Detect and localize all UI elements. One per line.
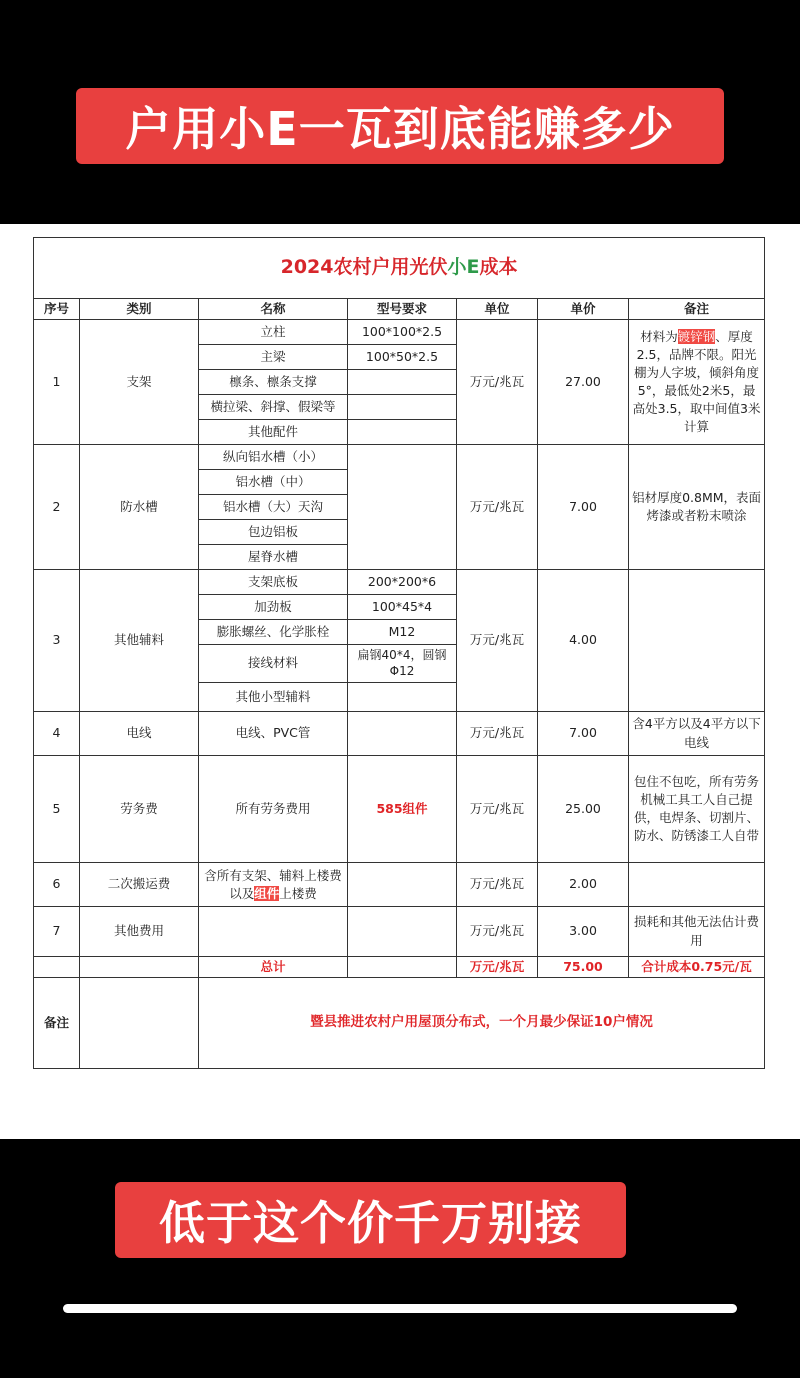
item-spec: 200*200*6	[348, 570, 457, 595]
row-name: 电线、PVC管	[199, 712, 348, 756]
item-spec	[348, 683, 457, 712]
row-spec: 585组件	[348, 756, 457, 863]
highlight-text: 组件	[254, 885, 280, 901]
row-category: 二次搬运费	[80, 863, 199, 907]
item-name: 主梁	[199, 345, 348, 370]
total-row	[34, 957, 765, 978]
item-spec: 扁钢40*4，圆钢Φ12	[348, 645, 457, 683]
item-spec	[348, 420, 457, 445]
header-row	[34, 299, 765, 320]
row-price: 3.00	[538, 907, 629, 957]
table-title: 2024农村户用光伏小E成本	[34, 238, 765, 299]
note-text: 暨县推进农村户用屋顶分布式，一个月最少保证10户情况	[199, 978, 765, 1069]
row-name	[199, 907, 348, 957]
item-name: 加劲板	[199, 595, 348, 620]
note-empty	[80, 978, 199, 1069]
row-spec	[348, 907, 457, 957]
row-spec	[348, 712, 457, 756]
item-name: 包边铝板	[199, 520, 348, 545]
item-name: 其他小型辅料	[199, 683, 348, 712]
row-category: 电线	[80, 712, 199, 756]
row-unit: 万元/兆瓦	[457, 712, 538, 756]
row-no: 2	[34, 445, 80, 570]
row-category: 劳务费	[80, 756, 199, 863]
row-unit: 万元/兆瓦	[457, 907, 538, 957]
note-row	[34, 978, 765, 1069]
row-price: 4.00	[538, 570, 629, 712]
row-price: 27.00	[538, 320, 629, 445]
item-name: 膨胀螺丝、化学胀栓	[199, 620, 348, 645]
table-row	[34, 907, 765, 957]
table-row	[34, 756, 765, 863]
row-category: 防水槽	[80, 445, 199, 570]
row-category: 其他辅料	[80, 570, 199, 712]
item-name: 纵向铝水槽（小）	[199, 445, 348, 470]
item-name: 屋脊水槽	[199, 545, 348, 570]
item-spec: 100*50*2.5	[348, 345, 457, 370]
row-unit: 万元/兆瓦	[457, 863, 538, 907]
item-spec: M12	[348, 620, 457, 645]
row-price: 2.00	[538, 863, 629, 907]
row-price: 25.00	[538, 756, 629, 863]
item-name: 铝水槽（中）	[199, 470, 348, 495]
total-no	[34, 957, 80, 978]
highlight-text: 镀锌钢	[677, 328, 716, 344]
total-price: 75.00	[538, 957, 629, 978]
row-remark: 含4平方以及4平方以下电线	[629, 712, 765, 756]
row-name: 含所有支架、辅料上楼费以及组件上楼费	[199, 863, 348, 907]
row-spec	[348, 863, 457, 907]
home-indicator-bar[interactable]	[63, 1304, 737, 1313]
row-no: 3	[34, 570, 80, 712]
total-unit: 万元/兆瓦	[457, 957, 538, 978]
row-name: 所有劳务费用	[199, 756, 348, 863]
row-category: 其他费用	[80, 907, 199, 957]
row-no: 7	[34, 907, 80, 957]
row-category: 支架	[80, 320, 199, 445]
header-price: 单价	[538, 299, 629, 320]
row-unit: 万元/兆瓦	[457, 320, 538, 445]
header-name: 名称	[199, 299, 348, 320]
row-unit: 万元/兆瓦	[457, 756, 538, 863]
total-label: 总计	[199, 957, 348, 978]
total-category	[80, 957, 199, 978]
table-row	[34, 863, 765, 907]
bottom-black-band	[0, 1139, 800, 1378]
item-name: 铝水槽（大）天沟	[199, 495, 348, 520]
header-no: 序号	[34, 299, 80, 320]
row-no: 1	[34, 320, 80, 445]
item-spec	[348, 395, 457, 420]
table-row	[34, 712, 765, 756]
row-no: 6	[34, 863, 80, 907]
item-name: 檩条、檩条支撑	[199, 370, 348, 395]
row-no: 4	[34, 712, 80, 756]
headline-banner: 户用小E一瓦到底能赚多少	[76, 88, 724, 164]
item-name: 横拉梁、斜撑、假梁等	[199, 395, 348, 420]
item-spec	[348, 370, 457, 395]
warning-banner: 低于这个价千万别接	[115, 1182, 626, 1258]
row-remark: 包住不包吃，所有劳务机械工具工人自己提供，电焊条、切割片、防水、防锈漆工人自带	[629, 756, 765, 863]
row-remark: 材料为镀锌钢、厚度2.5，品牌不限。阳光棚为人字坡，倾斜角度5°，最低处2米5，最高处3.5，取中间值3米计算	[629, 320, 765, 445]
row-spec	[348, 445, 457, 570]
table-row	[34, 320, 765, 345]
header-unit: 单位	[457, 299, 538, 320]
row-remark	[629, 570, 765, 712]
item-spec: 100*100*2.5	[348, 320, 457, 345]
header-spec: 型号要求	[348, 299, 457, 320]
note-label: 备注	[34, 978, 80, 1069]
item-spec: 100*45*4	[348, 595, 457, 620]
row-no: 5	[34, 756, 80, 863]
table-row	[34, 570, 765, 595]
header-category: 类别	[80, 299, 199, 320]
item-name: 接线材料	[199, 645, 348, 683]
item-name: 其他配件	[199, 420, 348, 445]
row-price: 7.00	[538, 712, 629, 756]
table-row	[34, 445, 765, 470]
cost-table	[33, 237, 765, 1069]
total-spec	[348, 957, 457, 978]
row-remark: 损耗和其他无法估计费用	[629, 907, 765, 957]
total-remark: 合计成本0.75元/瓦	[629, 957, 765, 978]
item-name: 立柱	[199, 320, 348, 345]
row-unit: 万元/兆瓦	[457, 570, 538, 712]
row-remark: 铝材厚度0.8MM，表面烤漆或者粉末喷涂	[629, 445, 765, 570]
header-remark: 备注	[629, 299, 765, 320]
item-name: 支架底板	[199, 570, 348, 595]
row-price: 7.00	[538, 445, 629, 570]
row-remark	[629, 863, 765, 907]
row-unit: 万元/兆瓦	[457, 445, 538, 570]
